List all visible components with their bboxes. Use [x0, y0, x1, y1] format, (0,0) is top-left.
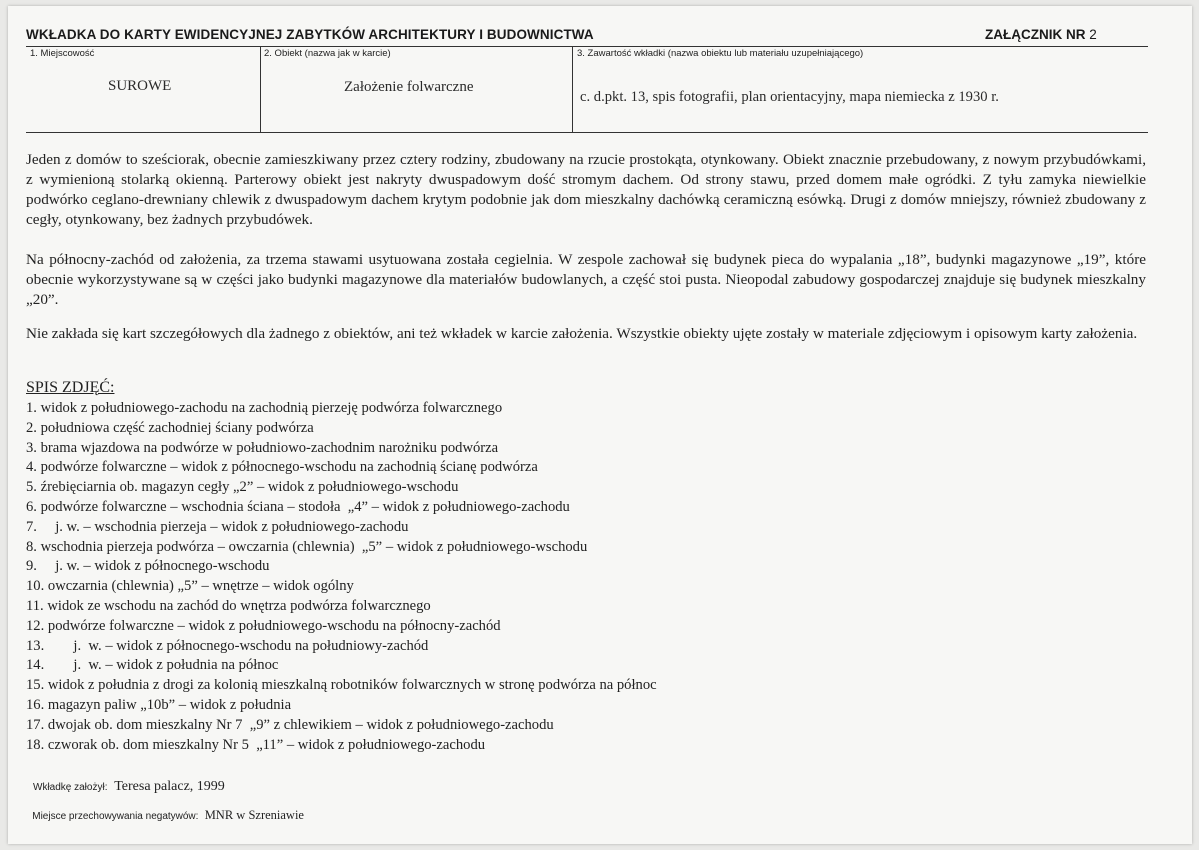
author-label: Wkładkę założył:: [33, 782, 108, 793]
photo-list: [26, 399, 657, 755]
author-line: [26, 763, 225, 795]
photo-list-item: 18. czworak ob. dom mieszkalny Nr 5 „11” – widok z południowego-zachodu: [26, 736, 486, 753]
storage-value: MNR w Szreniawie: [204, 808, 304, 822]
object-label: 2. Obiekt (nazwa jak w karcie): [264, 48, 391, 59]
description-paragraph-3: Nie zakłada się kart szczegółowych dla żadnego z obiektów, ani też wkładek w karcie założenia. Wszystkie obiekty ujęte zostały w materiale zdjęciowym i opisowym karty założenia.: [26, 325, 1138, 342]
photo-list-item: 2. południowa część zachodniej ściany podwórza: [26, 419, 314, 436]
object-value: Założenie folwarczne: [344, 79, 474, 95]
annex-label-text: ZAŁĄCZNIK NR: [985, 27, 1086, 42]
photo-list-item: 9. j. w. – widok z północnego-wschodu: [26, 558, 270, 575]
photo-list-item: 17. dwojak ob. dom mieszkalny Nr 7 „9” z chlewikiem – widok z południowego-zachodu: [26, 716, 554, 733]
photo-list-item: 14. j. w. – widok z południa na północ: [26, 657, 279, 674]
annex-label: [985, 27, 1097, 42]
header-bottom-rule: [26, 132, 1148, 133]
photo-list-heading: SPIS ZDJĘĆ:: [26, 379, 115, 396]
column-divider-2: [572, 47, 573, 132]
photo-list-item: 16. magazyn paliw „10b” – widok z południa: [26, 696, 292, 713]
content-label: 3. Zawartość wkładki (nazwa obiektu lub materiału uzupełniającego): [577, 48, 864, 59]
photo-list-item: 7. j. w. – wschodnia pierzeja – widok z południowego-zachodu: [26, 518, 409, 535]
photo-list-item: 1. widok z południowego-zachodu na zachodnią pierzeję podwórza folwarcznego: [26, 400, 503, 416]
locality-value: SUROWE: [108, 78, 172, 94]
locality-label: 1. Miejscowość: [30, 48, 95, 59]
form-title: WKŁADKA DO KARTY EWIDENCYJNEJ ZABYTKÓW ARCHITEKTURY I BUDOWNICTWA: [26, 27, 594, 42]
author-value: Teresa palacz, 1999: [114, 779, 225, 794]
photo-list-item: 13. j. w. – widok z północnego-wschodu na południowy-zachód: [26, 637, 429, 654]
photo-list-item: 6. podwórze folwarczne – wschodnia ściana – stodoła „4” – widok z południowego-zachodu: [26, 498, 570, 515]
photo-list-item: 10. owczarnia (chlewnia) „5” – wnętrze – widok ogólny: [26, 578, 354, 595]
column-divider-1: [260, 47, 261, 132]
description-paragraph-1: Jeden z domów to sześciorak, obecnie zamieszkiwany przez cztery rodziny, zbudowany na rzucie prostokąta, otynkowany. Obiekt znacznie przebudowany, z nowym przybudówkami, z wymienioną stolarką okienną. Parterowy obiekt jest nakryty dwuspadowym dość stromym dachem. Od strony stawu, przed domem małe ogródki. Z tyłu zamyka niewielkie podwórko ceglano-drewniany chlewik z dwuspadowym dachem krytym podobnie jak dom mieszkalny dachówką ceramiczną esówką. Drugi z domów mniejszy, również zbudowany z cegły, otynkowany, bez żadnych przybudówek.: [26, 151, 1146, 228]
photo-list-item: 12. podwórze folwarczne – widok z południowego-wschodu na północny-zachód: [26, 617, 501, 634]
content-value: c. d.pkt. 13, spis fotografii, plan orientacyjny, mapa niemiecka z 1930 r.: [580, 89, 999, 105]
storage-label: Miejsce przechowywania negatywów:: [32, 811, 199, 822]
description-paragraph-2: Na północny-zachód od założenia, za trzema stawami usytuowana została cegielnia. W zespole zachował się budynek pieca do wypalania „18”, budynki magazynowe „19”, które obecnie wykorzystywane są w części jako budynki magazynowe dla materiałów budowlanych, a część stoi pusta. Nieopodal zabudowy gospodarczej znajduje się budynek mieszkalny „20”.: [26, 251, 1146, 308]
photo-list-item: 15. widok z południa z drogi za kolonią mieszkalną robotników folwarcznych w stronę podwórza na północ: [26, 677, 657, 694]
photo-list-item: 8. wschodnia pierzeja podwórza – owczarnia (chlewnia) „5” – widok z południowego-wschodu: [26, 538, 588, 555]
header-top-rule: [26, 46, 1148, 47]
photo-list-item: 5. źrebięciarnia ob. magazyn cegły „2” – widok z południowego-wschodu: [26, 479, 459, 496]
storage-line: [26, 793, 304, 823]
annex-number: 2: [1089, 27, 1097, 42]
photo-list-item: 11. widok ze wschodu na zachód do wnętrza podwórza folwarcznego: [26, 597, 431, 614]
photo-list-item: 4. podwórze folwarczne – widok z północnego-wschodu na zachodnią ścianę podwórza: [26, 459, 538, 476]
photo-list-item: 3. brama wjazdowa na podwórze w południowo-zachodnim narożniku podwórza: [26, 439, 499, 456]
